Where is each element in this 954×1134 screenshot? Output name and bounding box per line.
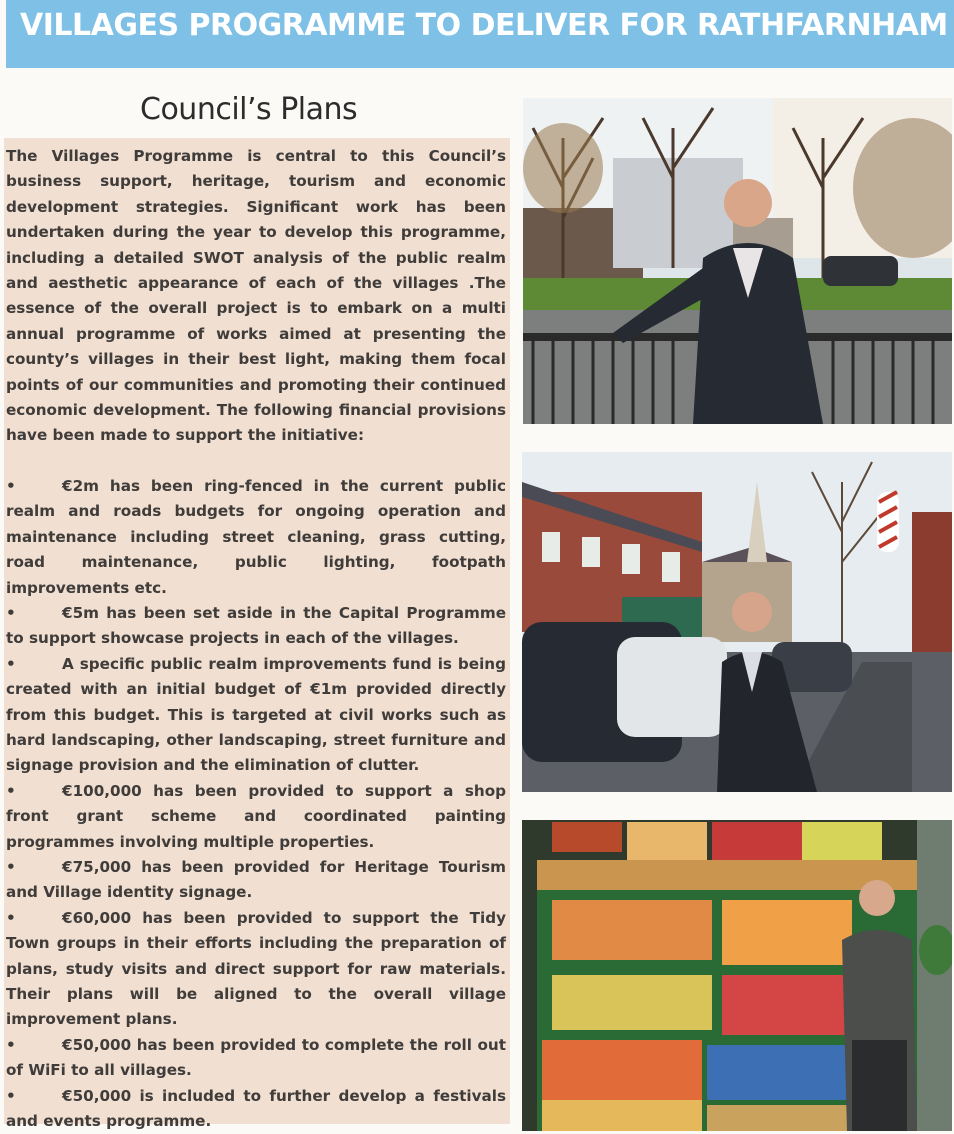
list-item-text: €60,000 has been provided to support the Tidy Town groups in their efforts including the preparation of plans, study visits and direct support for raw materials. Their plans will be aligned to the overall village improvement plans. xyxy=(6,908,506,1029)
bullet-icon: • xyxy=(6,1086,16,1105)
banner-title: VILLAGES PROGRAMME TO DELIVER FOR RATHFARNHAM xyxy=(6,0,954,68)
photo-park-railing xyxy=(523,98,952,424)
list-item-text: €50,000 is included to further develop a festivals and events programme. xyxy=(6,1086,506,1131)
list-item-text: €100,000 has been provided to support a shop front grant scheme and coordinated painting programmes involving multiple properties. xyxy=(6,781,506,851)
list-item-text: €5m has been set aside in the Capital Programme to support showcase projects in each of the villages. xyxy=(6,603,506,648)
list-item xyxy=(6,906,506,1033)
list-item xyxy=(6,1084,506,1134)
bullet-icon: • xyxy=(6,781,16,800)
paragraph-spacer xyxy=(6,449,506,474)
photo-fruit-stall xyxy=(522,820,952,1131)
list-item-text: €2m has been ring-fenced in the current public realm and roads budgets for ongoing operation and maintenance including street cleaning, grass cutting, road maintenance, public lighting, footpath improvements etc. xyxy=(6,476,506,597)
bullet-icon: • xyxy=(6,476,16,495)
intro-paragraph: The Villages Programme is central to this Council’s business support, heritage, tourism and economic development strategies. Significant work has been undertaken during the year to develop this programme, including a detailed SWOT analysis of the public realm and aesthetic appearance of each of the villages .The essence of the overall project is to embark on a multi annual programme of works aimed at presenting the county’s villages in their best light, making them focal points of our communities and promoting their continued economic development. The following financial provisions have been made to support the initiative: xyxy=(6,147,506,445)
list-item xyxy=(6,855,506,906)
list-item-text: A specific public realm improvements fund is being created with an initial budget of €1m provided directly from this budget. This is targeted at civil works such as hard landscaping, other landscaping, street furniture and signage provision and the elimination of clutter. xyxy=(6,654,506,775)
list-item xyxy=(6,652,506,779)
provisions-list xyxy=(6,474,506,1134)
bullet-icon: • xyxy=(6,654,16,673)
list-item xyxy=(6,1033,506,1084)
bullet-icon: • xyxy=(6,603,16,622)
bullet-icon: • xyxy=(6,1035,16,1054)
bullet-icon: • xyxy=(6,857,16,876)
section-heading: Council’s Plans xyxy=(140,92,358,127)
list-item-text: €50,000 has been provided to complete the roll out of WiFi to all villages. xyxy=(6,1035,506,1080)
photo-village-street xyxy=(522,452,952,792)
list-item xyxy=(6,601,506,652)
list-item-text: €75,000 has been provided for Heritage Tourism and Village identity signage. xyxy=(6,857,506,902)
list-item xyxy=(6,474,506,601)
bullet-icon: • xyxy=(6,908,16,927)
article-body xyxy=(4,138,510,1131)
list-item xyxy=(6,779,506,855)
